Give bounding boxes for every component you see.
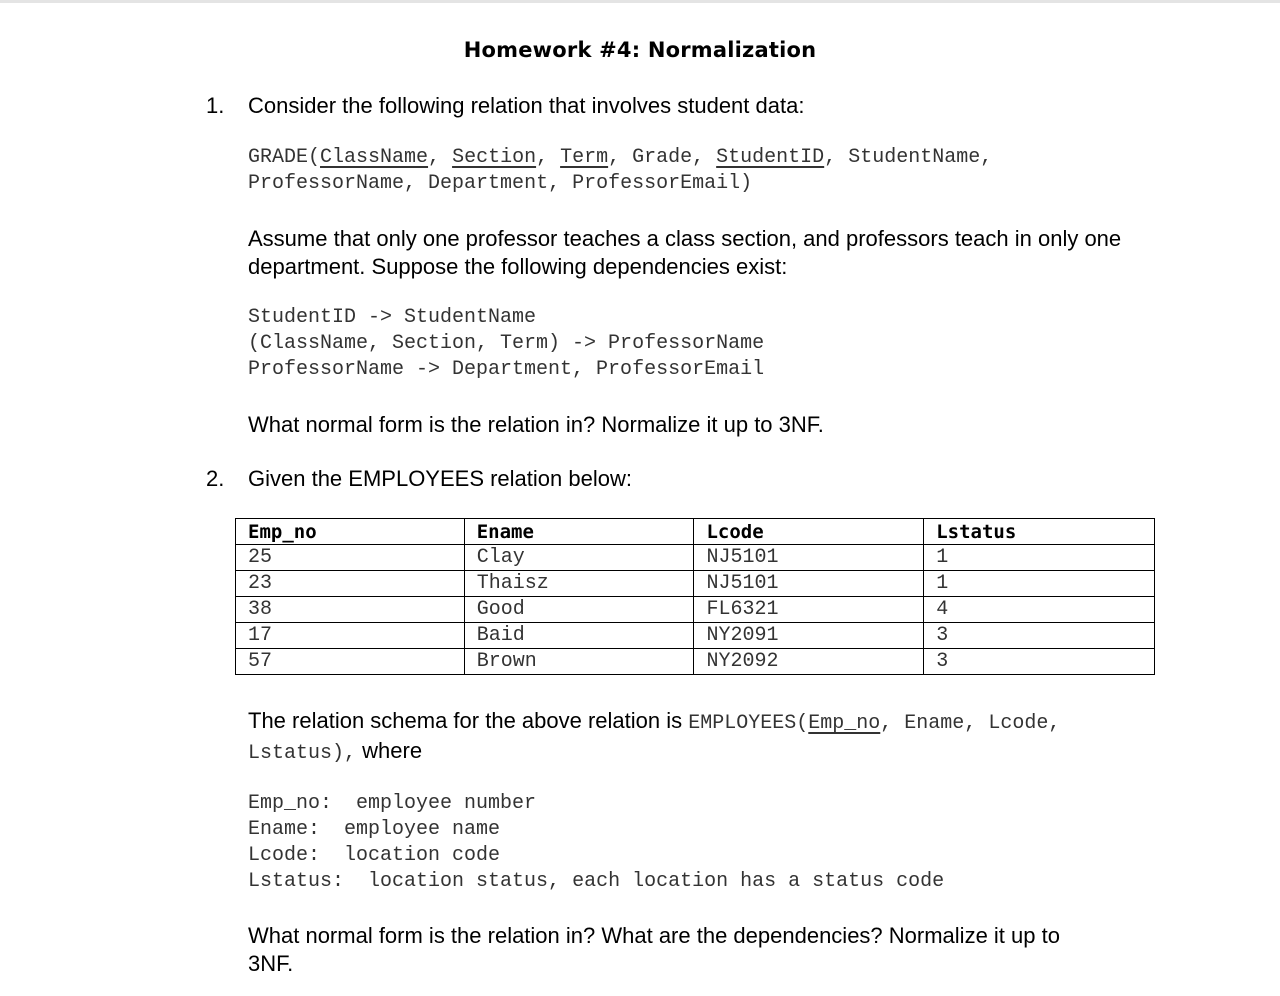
definition-key: Ename: xyxy=(248,818,321,841)
cell-emp-no: 17 xyxy=(236,623,465,649)
table-row xyxy=(236,649,1155,675)
cell-ename: Good xyxy=(464,597,694,623)
table-header-row xyxy=(236,519,1155,545)
cell-ename: Thaisz xyxy=(464,571,694,597)
table-row xyxy=(236,597,1155,623)
schema-attr-professorname: ProfessorName xyxy=(248,172,405,195)
q2-question-line2: 3NF. xyxy=(248,951,294,976)
definition-value: location status, each location has a status code xyxy=(368,870,945,893)
schema-where: where xyxy=(362,738,423,763)
column-header-lcode: Lcode xyxy=(694,519,924,545)
q2-intro: Given the EMPLOYEES relation below: xyxy=(248,466,632,491)
schema-attrs-tail: Lstatus), xyxy=(248,742,357,765)
cell-lstatus: 4 xyxy=(924,597,1155,623)
definition-key: Emp_no: xyxy=(248,792,333,815)
dependency: ProfessorName -> Department, ProfessorEmail xyxy=(248,358,765,381)
cell-lstatus: 1 xyxy=(924,545,1155,571)
column-header-emp-no: Emp_no xyxy=(236,519,465,545)
cell-lstatus: 1 xyxy=(924,571,1155,597)
cell-lcode: NY2091 xyxy=(694,623,924,649)
q1-intro: Consider the following relation that involves student data: xyxy=(248,93,805,118)
table-row xyxy=(236,571,1155,597)
cell-lstatus: 3 xyxy=(924,623,1155,649)
cell-lcode: NY2092 xyxy=(694,649,924,675)
schema-attr-studentid: StudentID xyxy=(716,146,825,169)
q2-schema-text: The relation schema for the above relation is xyxy=(248,708,683,733)
q1-assumption-line2: department. Suppose the following dependencies exist: xyxy=(248,254,788,279)
cell-ename: Baid xyxy=(464,623,694,649)
definition-value: location code xyxy=(344,844,501,867)
cell-ename: Clay xyxy=(464,545,694,571)
table-row xyxy=(236,623,1155,649)
schema-relation-name: EMPLOYEES( xyxy=(688,712,809,735)
page-top-border xyxy=(0,0,1280,3)
cell-emp-no: 57 xyxy=(236,649,465,675)
dependency: (ClassName, Section, Term) -> ProfessorName xyxy=(248,332,765,355)
q2-number: 2. xyxy=(206,466,225,491)
q1-dependencies xyxy=(248,305,764,383)
cell-lstatus: 3 xyxy=(924,649,1155,675)
schema-attr-section: Section xyxy=(452,146,537,169)
q1-number: 1. xyxy=(206,93,225,118)
schema-attr-classname: ClassName xyxy=(320,146,429,169)
cell-lcode: NJ5101 xyxy=(694,545,924,571)
q1-schema: GRADE(ClassName, Section, Term, Grade, StudentID, StudentName, ProfessorName, Department, ProfessorEmail) xyxy=(248,146,993,195)
definition-item xyxy=(248,843,944,869)
q2-question xyxy=(248,922,1060,978)
column-header-lstatus: Lstatus xyxy=(924,519,1155,545)
q1-assumption-line1: Assume that only one professor teaches a class section, and professors teach in only one xyxy=(248,226,1122,251)
table-row xyxy=(236,545,1155,571)
cell-emp-no: 23 xyxy=(236,571,465,597)
schema-attr-grade: Grade xyxy=(632,146,693,169)
cell-lcode: NJ5101 xyxy=(694,571,924,597)
schema-relation-name: GRADE( xyxy=(248,146,321,169)
definition-item xyxy=(248,869,944,895)
cell-emp-no: 38 xyxy=(236,597,465,623)
q1-question: What normal form is the relation in? Normalize it up to 3NF. xyxy=(248,412,824,437)
definition-value: employee name xyxy=(344,818,501,841)
schema-attr-professoremail: ProfessorEmail xyxy=(572,172,741,195)
cell-ename: Brown xyxy=(464,649,694,675)
schema-key-emp-no: Emp_no xyxy=(808,712,881,735)
page-title: Homework #4: Normalization xyxy=(463,38,817,62)
definition-key: Lstatus: xyxy=(248,870,345,893)
q2-question-line1: What normal form is the relation in? What are the dependencies? Normalize it up to xyxy=(248,923,1060,948)
schema-attr-term: Term xyxy=(560,146,609,169)
q1-assumption xyxy=(248,225,1121,281)
column-header-ename: Ename xyxy=(464,519,694,545)
definition-item xyxy=(248,817,944,843)
schema-attr-department: Department xyxy=(428,172,549,195)
definition-key: Lcode: xyxy=(248,844,321,867)
schema-attr-studentname: StudentName xyxy=(848,146,981,169)
definition-value: employee number xyxy=(356,792,537,815)
employees-table xyxy=(235,518,1155,675)
q2-schema-paragraph xyxy=(248,707,1060,768)
cell-lcode: FL6321 xyxy=(694,597,924,623)
q2-definitions xyxy=(248,791,944,895)
definition-item xyxy=(248,791,944,817)
cell-emp-no: 25 xyxy=(236,545,465,571)
schema-attrs: , Ename, Lcode, xyxy=(880,712,1061,735)
dependency: StudentID -> StudentName xyxy=(248,306,537,329)
